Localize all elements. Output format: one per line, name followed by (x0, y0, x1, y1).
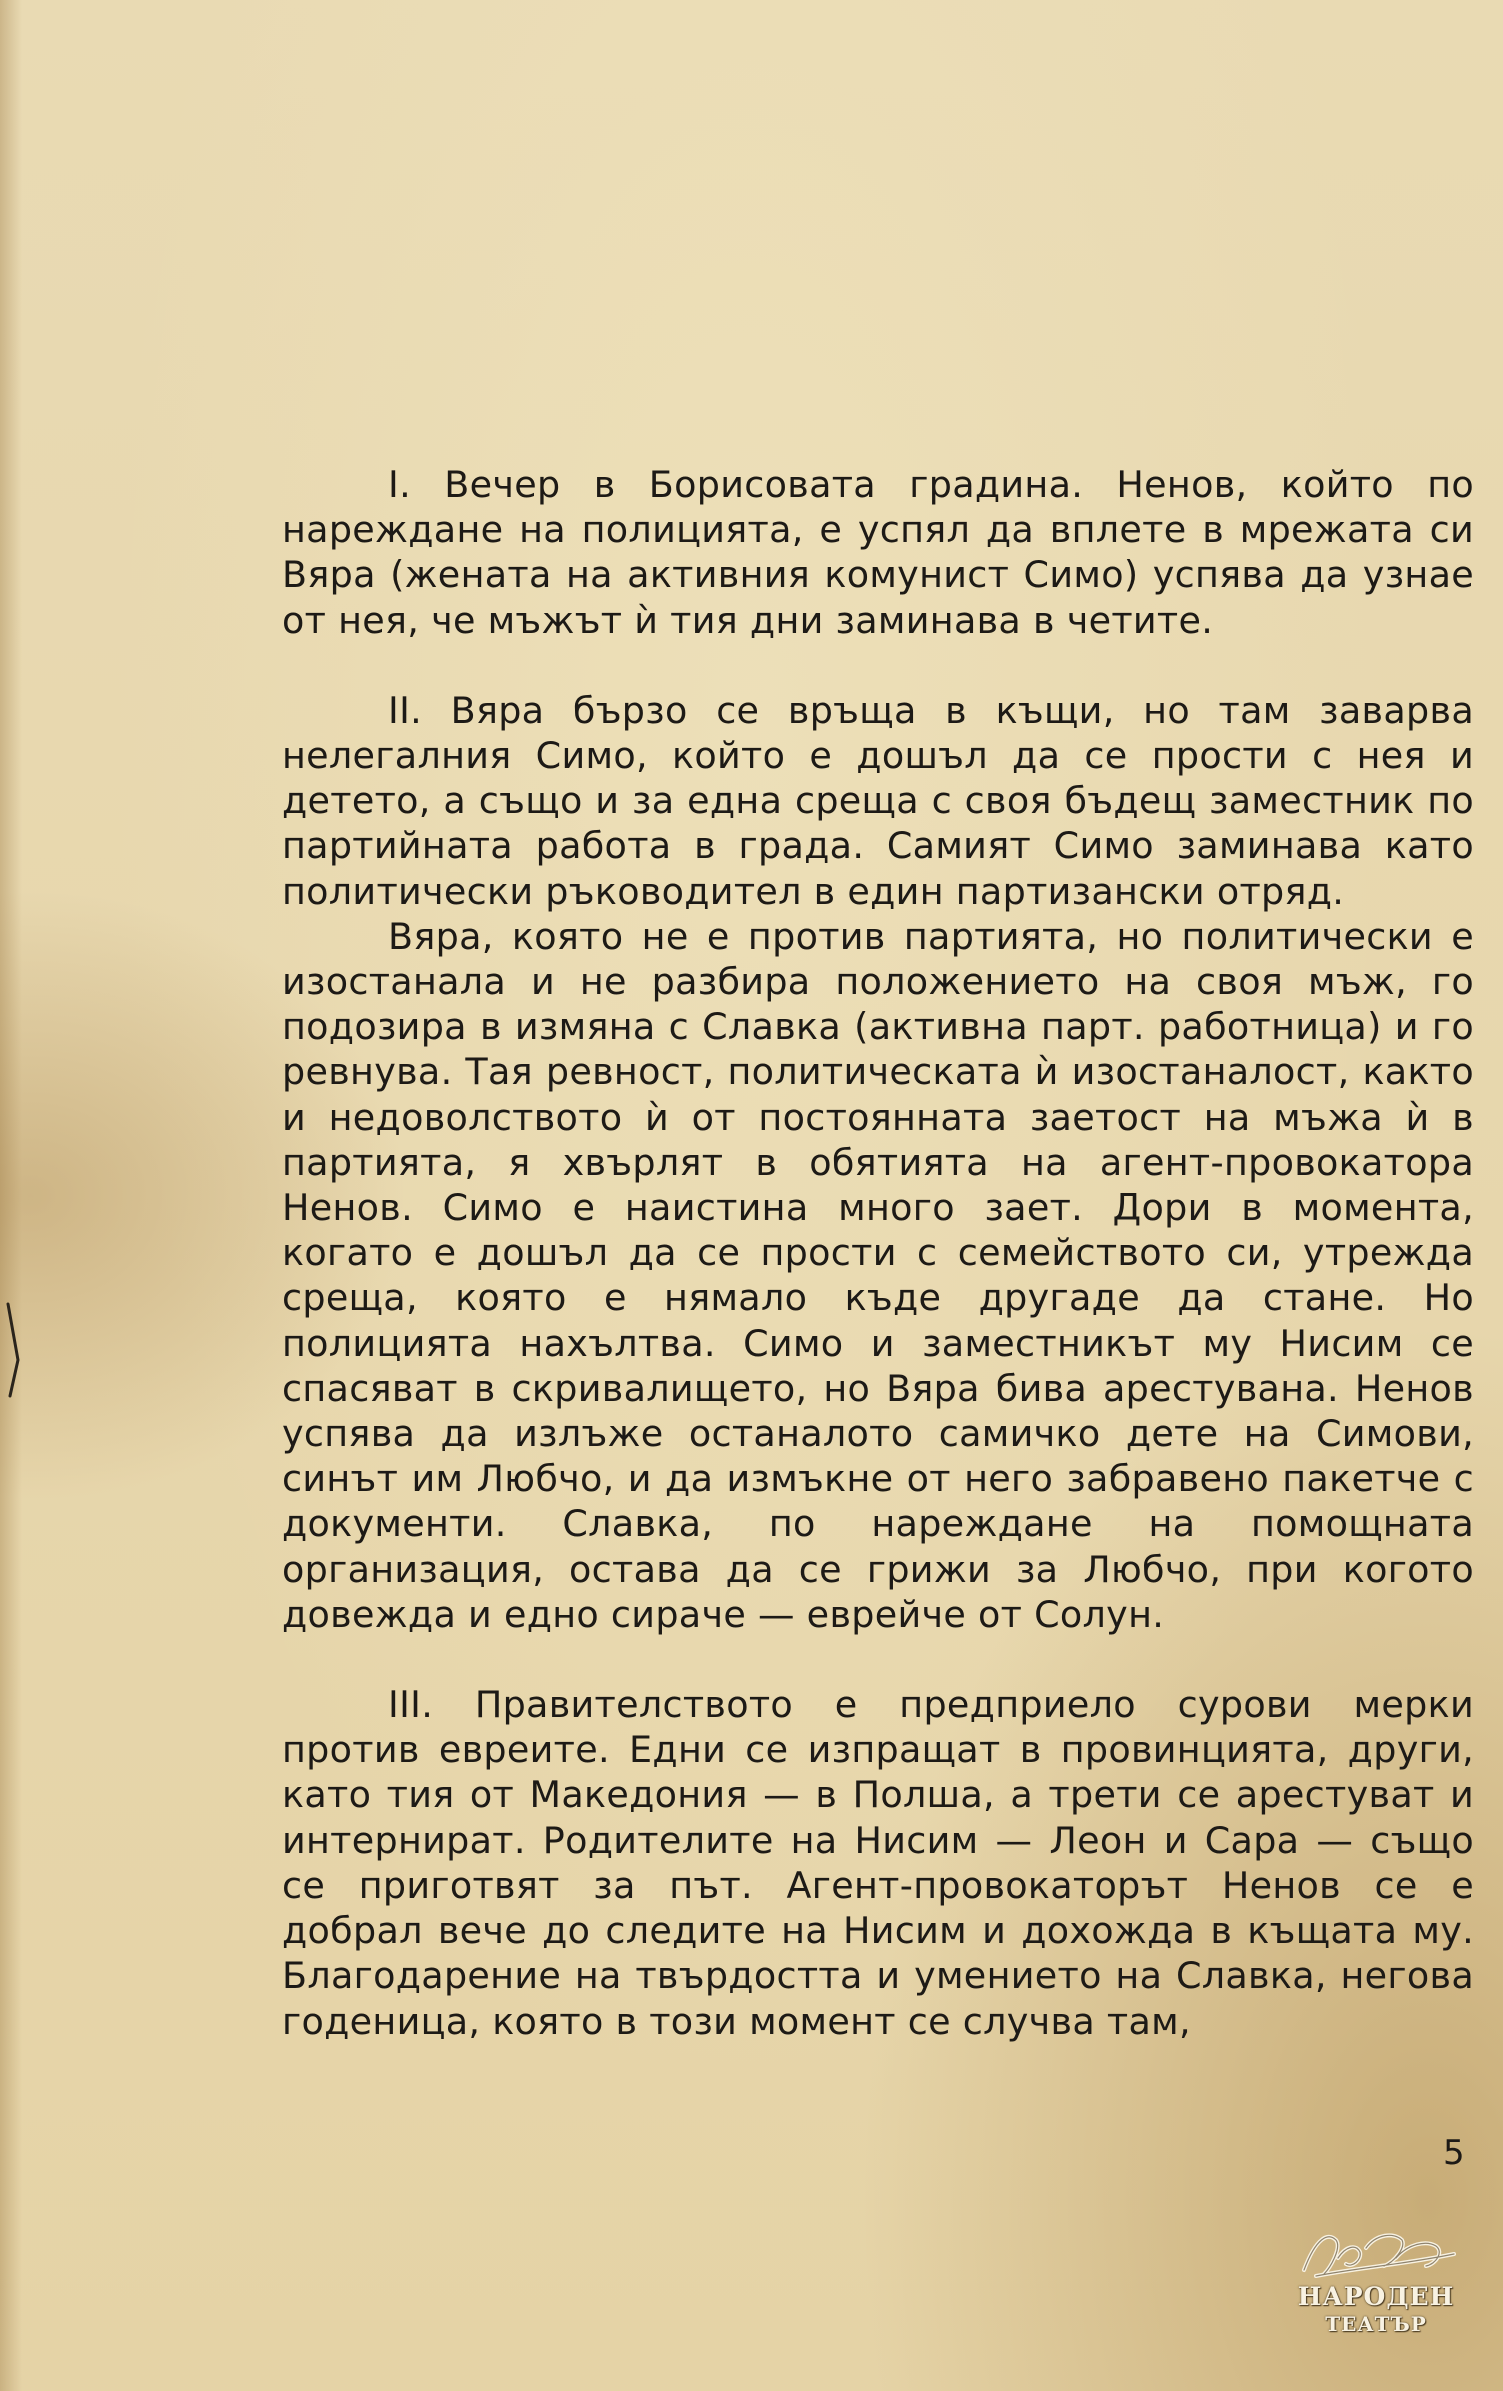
page-number: 5 (1443, 2133, 1465, 2173)
margin-pencil-mark (4, 1300, 26, 1400)
national-theatre-stamp (1276, 2218, 1476, 2348)
page-edge-stain (0, 0, 22, 2391)
stamp-line-2: ТЕАТЪР (1325, 2312, 1427, 2336)
paragraph-scene-2: II. Вяра бързо се връща в къщи, но там заварва нелегалния Симо, който е дошъл да се прости с нея и детето, а също и за една среща с своя бъдещ заместник по партийната работа в града. Самият Симо заминава като политически ръководител в един партизански отряд. (282, 688, 1474, 913)
paragraph-scene-2-continued: Вяра, която не е против партията, но политически е изостанала и не разбира положението на своя мъж, го подозира в измяна с Славка (активна парт. работница) и го ревнува. Тая ревност, политическата ѝ изостаналост, както и недоволството ѝ от постоянната заетост на мъжа ѝ в партията, я хвърлят в обятията на агент-провокатора Ненов. Симо е наистина много зает. Дори в момента, когато е дошъл да се прости с семейството си, утрежда среща, която е нямало къде другаде да стане. Но полицията нахълтва. Симо и заместникът му Нисим се спасяват в скривалището, но Вяра бива арестувана. Ненов успява да излъже останалото самичко дете на Симови, синът им Любчо, и да измъкне от него забравено пакетче с документи. Славка, по нареждане на помощната организация, остава да се грижи за Любчо, при когото довежда и едно сираче — еврейче от Солун. (282, 914, 1474, 1636)
stamp-line-1: НАРОДЕН (1297, 2282, 1455, 2311)
paragraph-scene-3: III. Правителството е предприело сурови мерки против евреите. Едни се изпращат в провинцията, други, като тия от Македония — в Полша, а трети се арестуват и интернират. Родителите на Нисим — Леон и Сара — също се приготвят за път. Агент-провокаторът Ненов се е добрал вече до следите на Нисим и дохожда в къщата му. Благодарение на твърдостта и умението на Славка, негова годеница, която в този момент се случва там, (282, 1683, 1474, 2043)
paragraph-scene-1: I. Вечер в Борисовата градина. Ненов, който по нареждане на полицията, е успял да вплете в мрежата си Вяра (жената на активния комунист Симо) успява да узнае от нея, че мъжът ѝ тия дни заминава в четите. (282, 463, 1474, 642)
signature-logo-icon (1276, 2218, 1476, 2288)
synopsis-text (282, 462, 1474, 2044)
